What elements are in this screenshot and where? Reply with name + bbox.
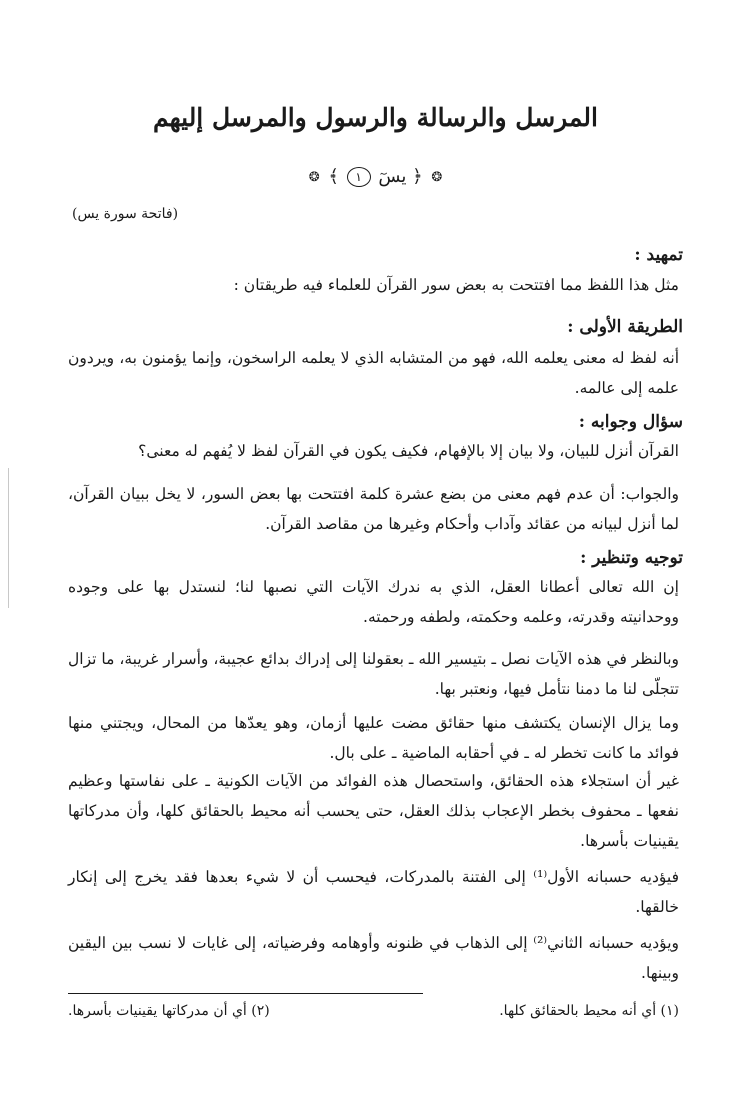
- paragraph: وبالنظر في هذه الآيات نصل ـ بتيسير الله ـ بعقولنا إلى إدراك بدائع عجيبة، وأسرار غريبة، ما تزال تتجلّى لنا ما دمنا نتأمل فيها، ونعتبر بها.: [68, 650, 679, 698]
- paragraph: إن الله تعالى أعطانا العقل، الذي به ندرك الآيات التي نصبها لنا؛ لنستدل بها على وجوده ووحدانيته وقدرته، وعلمه وحكمته، ولطفه ورحمته.: [68, 578, 679, 626]
- footnote-1: (١) أي أنه محيط بالحقائق كلها.: [499, 1003, 679, 1019]
- footnote-2: (٢) أي أن مدركاتها يقينيات بأسرها.: [68, 1003, 270, 1019]
- paragraph: غير أن استجلاء هذه الحقائق، واستحصال هذه الفوائد من الآيات الكونية ـ على نفاستها وعظيم نفعها ـ محفوف بخطر الإعجاب بذلك العقل، حتى يحسب أنه محيط بالحقائق كلها، وأن مدركاتها يقينيات بأسرها.: [68, 772, 679, 850]
- paragraph: ويؤديه حسبانه الثاني⁽²⁾ إلى الذهاب في ظنونه وأوهامه وفرضياته، إلى غايات لا نسب بين اليقين وبينها.: [68, 934, 679, 982]
- verse-source: (فاتحة سورة يس): [72, 206, 179, 222]
- heading-intro: تمهيد :: [634, 245, 683, 265]
- page-title: المرسل والرسالة والرسول والمرسل إليهم: [152, 103, 598, 132]
- heading-guidance: توجيه وتنظير :: [580, 548, 683, 568]
- verse-ornament-icon: ❂: [431, 169, 443, 185]
- verse-close-bracket: ﴾: [328, 166, 339, 187]
- verse-ornament-icon: ❂: [308, 169, 320, 185]
- paragraph: أنه لفظ له معنى يعلمه الله، فهو من المتشابه الذي لا يعلمه الراسخون، وإنما يؤمنون به، ويردون علمه إلى عالمه.: [68, 349, 679, 397]
- heading-first-way: الطريقة الأولى :: [567, 317, 683, 337]
- verse-number: ١: [347, 167, 371, 187]
- paragraph: وما يزال الإنسان يكتشف منها حقائق مضت عليها أزمان، وهو يعدّها من المحال، ويجتني منها فوائد ما كانت تخطر له ـ في أحقابه الماضية ـ على بال.: [68, 714, 679, 762]
- paragraph: القرآن أنزل للبيان، ولا بيان إلا بالإفهام، فكيف يكون في القرآن لفظ لا يُفهم له معنى؟: [138, 442, 679, 460]
- page-edge-mark: [8, 468, 9, 608]
- paragraph: مثل هذا اللفظ مما افتتحت به بعض سور القرآن للعلماء فيه طريقتان :: [233, 276, 679, 294]
- heading-question: سؤال وجوابه :: [578, 412, 683, 432]
- quran-verse: [0, 166, 751, 187]
- paragraph: والجواب: أن عدم فهم معنى من بضع عشرة كلمة افتتحت بها بعض السور، لا يخل ببيان القرآن، لما أنزل لبيانه من عقائد وآداب وأحكام وغيرها من مقاصد القرآن.: [68, 485, 679, 533]
- paragraph: فيؤديه حسبانه الأول⁽¹⁾ إلى الفتنة بالمدركات، فيحسب أن لا شيء بعدها فقد يخرج إلى إنكار خالقها.: [68, 868, 679, 916]
- footnote-divider: [68, 993, 423, 994]
- footnotes: [68, 1003, 679, 1019]
- verse-text: ﴿ يسٓ: [378, 166, 423, 187]
